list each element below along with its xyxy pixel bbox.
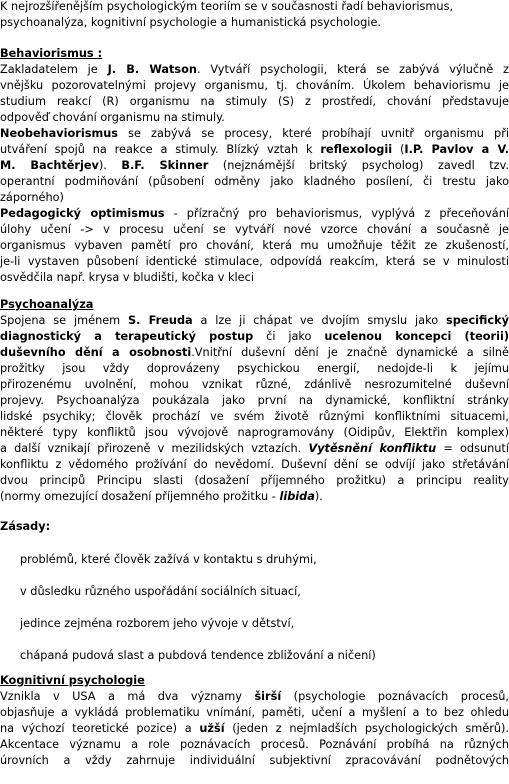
paragraph-line: (normy omezující dosažení příjemného prožitku - libida).: [0, 490, 323, 503]
term-vytesneni-konfliktu: Vytěsnění konfliktu: [308, 442, 437, 455]
intro-line: K nejrozšířenějším psychologickým teoriím se v současnosti řadí behaviorismus,: [0, 0, 454, 13]
paragraph-line: projevy. Psychoanalýza poukázala jako první na dynamické, konfliktní stránky: [0, 394, 509, 407]
paragraph-line: Akcentace významu a role poznávacích procesů. Poznávání probíhá na různých: [0, 738, 509, 751]
section-heading-zasady: Zásady:: [0, 520, 51, 533]
intro-line: psychoanalýza, kognitivní psychologie a humanistická psychologie.: [0, 16, 381, 29]
term-neobehaviorismus: Neobehaviorismus: [0, 127, 118, 140]
paragraph-line: úlohy učení -> v procesu učení se vytváří nové vzorce chování a současně je: [0, 223, 509, 236]
paragraph-line: duševního dění a osobnosti.Vnitřní duševní dění je značně dynamické a silně: [0, 346, 509, 359]
name-skinner: B.F. Skinner: [121, 159, 209, 172]
list-item-continuation: jedince zejména rozborem jeho vývoje v dětství,: [20, 617, 295, 630]
paragraph-line: na výchozí teoretické pozice) a užší (jeden z nejmladších psychologických směrů).: [0, 722, 509, 735]
paragraph-line: přirozenému uvolnění, mohou vznikat různé, zdánlivě nesrozumitelné duševní: [0, 378, 509, 391]
paragraph-line: záporného): [0, 191, 64, 204]
section-heading-psychoanalyza: Psychoanalýza: [0, 298, 94, 311]
paragraph-line: Spojena se jménem S. Freuda a lze ji chápat ve dvojím smyslu jako specifický: [0, 314, 509, 327]
list-item-continuation: v důsledku různého uspořádání sociálních situací,: [20, 585, 301, 598]
section-heading-kognitivni-psychologie: Kognitivní psychologie: [0, 674, 145, 687]
paragraph-line: lidské psychiky; člověk prochází ve svém životě různými konfliktními situacemi,: [0, 410, 509, 423]
paragraph-line: objasňuje a vykládá problematiku vnímání, paměti, učení a myšlení a to bez ohledu: [0, 706, 509, 719]
paragraph-line: vnějšku pozorovatelnými projevy organismu, tj. chováním. Úkolem behaviorismu je: [0, 79, 509, 92]
name-watson: J. B. Watson: [107, 63, 197, 76]
paragraph-line: operantní podmiňování (působení odměny jako kladného posílení, či trestu jako: [0, 175, 509, 188]
paragraph-line: a další vznikají přirozeně v mezilidských vztazích. Vytěsnění konfliktu = odsunutí: [0, 442, 509, 455]
paragraph-line: osvědčila např. krysa v bludišti, kočka v kleci: [0, 271, 254, 284]
paragraph-line: Pedagogický optimismus - přízračný pro behaviorismus, vyplývá z přeceňování: [0, 207, 509, 220]
paragraph-line: studium reakcí (R) organismu na stimuly (S) z prostředí, chování představuje: [0, 95, 509, 108]
list-item-continuation: chápaná pudová slast a pubdová tendence zbližování a ničení): [20, 649, 376, 662]
section-heading-behaviorismus: Behaviorismus :: [0, 47, 103, 60]
paragraph-line: odpověď chování organismu na stimuly.: [0, 111, 225, 124]
paragraph-line: Zakladatelem je J. B. Watson. Vytváří psychologii, která se zabývá výlučně z: [0, 63, 509, 76]
paragraph-line: úrovních a vždy zahrnuje individuální subjektivní zpracovávání podnětových: [0, 754, 509, 767]
paragraph-line: dvou principů Principu slasti (dosažení příjemného prožitku) a principu reality: [0, 474, 509, 487]
name-freud: S. Freuda: [128, 314, 193, 327]
paragraph-line: konfliktu z vědomého prožívání do nevědomí. Duševní dění se odvíjí jako střetávání: [0, 458, 509, 471]
paragraph-line: Neobehaviorismus se zabývá se procesy, které probíhají uvnitř organismu při: [0, 127, 509, 140]
paragraph-line: diagnostický a terapeutický postup či jako ucelenou koncepci (teorii): [0, 330, 509, 343]
paragraph-line: je-li vystaven působení identické stimulace, odpovídá reakcím, která se v minulosti: [0, 255, 509, 268]
paragraph-line: prožitky jsou vždy doprovázeny psychickou energií, nedojde-li k jejímu: [0, 362, 509, 375]
term-pedagogicky-optimismus: Pedagogický optimismus: [0, 207, 165, 220]
paragraph-line: M. Bachtěrjev). B.F. Skinner (nejznámější britský psycholog) zavedl tzv.: [0, 159, 509, 172]
paragraph-line: Vznikla v USA a má dva významy širší (psychologie poznávacích procesů,: [0, 690, 509, 703]
paragraph-line: organismus vybaven pamětí pro chování, která mu umožňuje těžit ze zkušeností,: [0, 239, 509, 252]
list-item-continuation: problémů, které člověk zažívá v kontaktu s druhými,: [20, 553, 317, 566]
paragraph-line: utváření spojů na reakce a stimuly. Blízký vztah k reflexologii (I.P. Pavlov a V.: [0, 143, 509, 156]
paragraph-line: některé typy konfliktů jsou vývojově naprogramovány (Oidipův, Elektřin komplex): [0, 426, 509, 439]
